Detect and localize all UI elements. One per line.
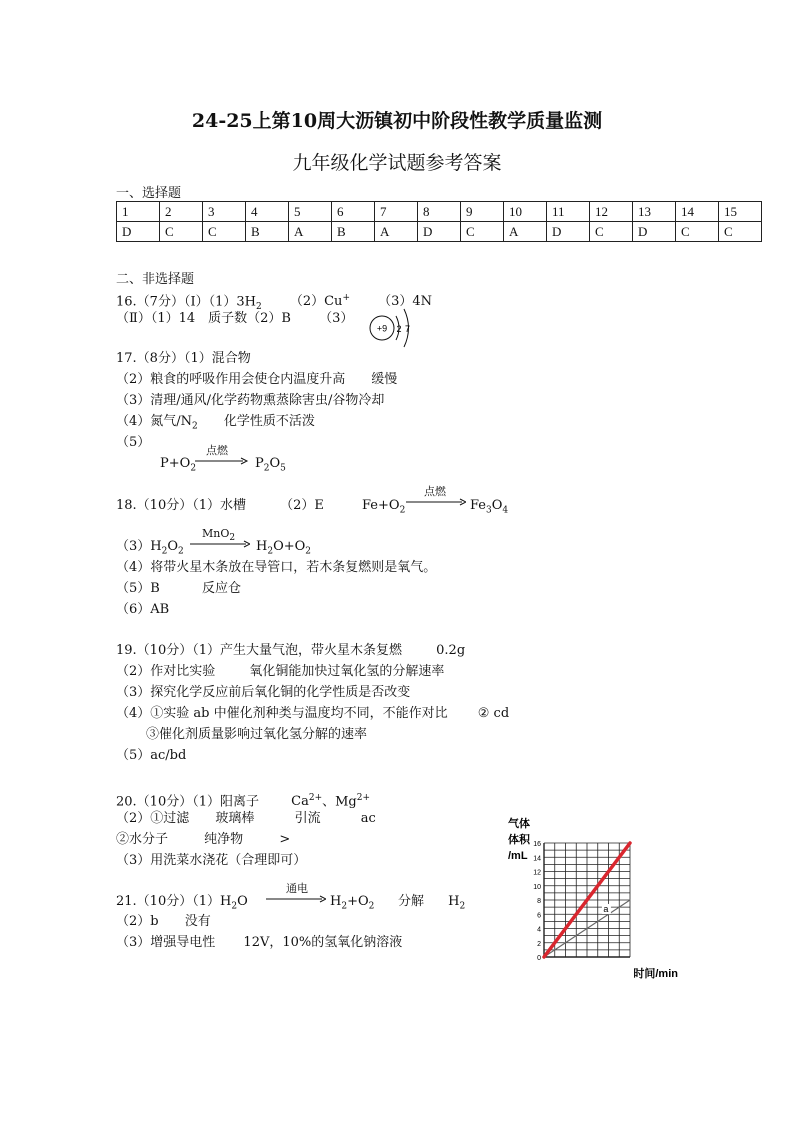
q17-eq-right-p: P	[255, 456, 264, 471]
q18-line2-sub1: 2	[161, 546, 168, 557]
q21-line3	[116, 935, 402, 951]
q18-line2-sub2: 2	[178, 546, 184, 557]
q20-ion-ca-sup: 2+	[308, 793, 323, 803]
table-cell-number: 9	[461, 202, 504, 222]
answer-table	[116, 201, 762, 242]
y-tick-label: 2	[537, 940, 541, 948]
q21-line2	[116, 914, 211, 930]
q17-eq-right-sub2: 5	[280, 463, 286, 474]
chart-y-ticks	[533, 841, 541, 962]
y-tick-label: 4	[537, 926, 541, 934]
q17-line4	[116, 414, 315, 435]
table-cell-number: 7	[375, 202, 418, 222]
q16-line2	[116, 311, 353, 327]
q20-line2-d: ac	[360, 811, 376, 826]
q18-eq2-right-sub2: 2	[305, 546, 312, 557]
table-cell-number: 10	[504, 202, 547, 222]
q18-eq1-condition: 点燃	[424, 485, 446, 498]
q18-eq1-right-fe: Fe	[470, 498, 487, 513]
q20-line2	[116, 811, 376, 827]
q19-line2	[116, 664, 444, 680]
q17-equation-left	[160, 456, 196, 477]
q17-line4-a: （4）氮气/N	[116, 414, 193, 429]
q18-line1	[116, 498, 324, 514]
q17-equation-right	[255, 456, 286, 477]
q20-line2-c: 引流	[294, 811, 321, 826]
q21-line3-a: （3）增强导电性	[116, 935, 216, 950]
gas-volume-chart	[502, 812, 692, 984]
q21-eq-condition: 通电	[286, 882, 308, 895]
q19-line4	[116, 706, 509, 722]
table-cell-number: 13	[633, 202, 676, 222]
q18-line4-b: 反应仓	[201, 581, 241, 596]
q21-line1-tail	[398, 894, 465, 915]
q20-line3-b: 纯净物	[204, 832, 244, 847]
table-cell-answer: B	[246, 222, 289, 242]
table-cell-number: 8	[418, 202, 461, 222]
q21-line1-sub: 2	[231, 901, 238, 912]
table-cell-number: 4	[246, 202, 289, 222]
q18-eq1-right-sub2: 4	[502, 505, 509, 516]
table-cell-answer: C	[719, 222, 762, 242]
q17-line1: 17.（8分）（1）混合物	[116, 351, 251, 366]
q16-part2: （2）Cu	[289, 294, 343, 310]
q16-part3: （3）4N	[378, 294, 433, 310]
table-cell-answer: D	[547, 222, 590, 242]
q18-eq1-left	[362, 498, 405, 519]
q21-reaction-arrow-icon	[266, 895, 326, 903]
q20-line1	[116, 790, 370, 810]
q19-line6: （5）ac/bd	[116, 748, 187, 763]
table-row-numbers	[117, 202, 762, 222]
q20-line2-b: 玻璃棒	[215, 811, 255, 826]
table-cell-number: 11	[547, 202, 590, 222]
table-cell-answer: A	[504, 222, 547, 242]
q20-line2-a: （2）①过滤	[116, 811, 190, 826]
q21-line1-b: 分解	[398, 894, 425, 909]
q18-line4-a: （5）B	[116, 581, 160, 596]
q21-line3-b: 12V，10%的氢氧化钠溶液	[243, 935, 403, 950]
table-cell-answer: B	[332, 222, 375, 242]
q18-eq2-right	[256, 539, 311, 560]
table-cell-number: 14	[676, 202, 719, 222]
q20-ion-ca: Ca	[291, 794, 309, 810]
q17-line4-sub: 2	[192, 421, 198, 432]
q18-line2-h: （3）H	[116, 539, 162, 554]
q16-text: 16.（7分）（Ⅰ）（1）3H	[116, 294, 256, 310]
table-cell-answer: D	[418, 222, 461, 242]
table-cell-number: 1	[117, 202, 160, 222]
q20-line1-a: 20.（10分）（1）阳离子	[116, 794, 259, 810]
q19-line1	[116, 643, 465, 659]
q16-part2-sup: +	[342, 293, 350, 303]
q16-sub: 2	[255, 301, 262, 312]
page-title: 24-25上第10周大沥镇初中阶段性教学质量监测	[191, 110, 603, 132]
q18-eq1-arrow-icon	[406, 498, 466, 506]
series-label: a	[603, 903, 609, 914]
q21-line1	[116, 894, 248, 915]
section-heading-nonchoice: 二、非选择题	[116, 272, 195, 287]
q21-line1-c: H	[448, 894, 460, 909]
chart-ylabel-line3: /mL	[508, 850, 528, 862]
q21-eq-right-o: +O	[347, 894, 369, 909]
q19-line1-b: 0.2g	[436, 643, 466, 658]
chart-ylabel-line1: 气体	[508, 818, 530, 830]
q17-eq-left-sub: 2	[190, 463, 197, 474]
q18-eq1-right-o: O	[491, 498, 503, 513]
y-tick-label: 14	[533, 855, 541, 863]
table-cell-answer: A	[289, 222, 332, 242]
table-cell-number: 2	[160, 202, 203, 222]
q17-line5: （5）	[116, 435, 151, 450]
q17-line4-b: 化学性质不活泼	[223, 414, 315, 429]
q19-line4-b: ② cd	[477, 706, 510, 721]
table-cell-number: 6	[332, 202, 375, 222]
q19-line3: （3）探究化学反应前后氧化铜的化学性质是否改变	[116, 685, 411, 700]
q21-line1-o: O	[237, 894, 248, 909]
q16-line2-text: （Ⅱ）（1）14 质子数（2）B	[116, 311, 291, 326]
y-tick-label: 0	[537, 955, 541, 962]
q20-line3-c: >	[279, 832, 291, 847]
q21-eq-right	[330, 894, 374, 915]
q19-line4-a: （4）①实验 ab 中催化剂种类与温度均不同，不能作对比	[116, 706, 448, 721]
atom-shell2-electrons: 7	[405, 324, 411, 334]
q18-line2	[116, 539, 184, 560]
q18-line4	[116, 581, 241, 597]
q18-line3: （4）将带火星木条放在导管口，若木条复燃则是氧气。	[116, 560, 437, 575]
q20-ion-mg-sup: 2+	[356, 793, 371, 803]
q20-ion-mg: 、Mg	[322, 794, 357, 810]
table-cell-answer: D	[117, 222, 160, 242]
q19-line1-a: 19.（10分）（1）产生大量气泡，带火星木条复燃	[116, 643, 402, 658]
q19-line2-b: 氧化铜能加快过氧化氢的分解速率	[249, 664, 445, 679]
q18-eq1-right-sub1: 3	[486, 505, 492, 516]
q21-eq-right-sub1: 2	[341, 901, 348, 912]
table-row-answers	[117, 222, 762, 242]
table-cell-answer: C	[590, 222, 633, 242]
q21-line2-b: 没有	[184, 914, 211, 929]
table-cell-answer: C	[676, 222, 719, 242]
chart-ylabel-line2: 体积	[508, 834, 530, 846]
y-tick-label: 16	[533, 841, 541, 848]
q17-eq-right-sub1: 2	[263, 463, 270, 474]
q18-line1-text: 18.（10分）（1）水槽	[116, 498, 246, 513]
q21-line1-a: 21.（10分）（1）H	[116, 894, 232, 909]
table-cell-answer: C	[160, 222, 203, 242]
q21-line1-c-sub: 2	[459, 901, 466, 912]
table-cell-number: 15	[719, 202, 762, 222]
q20-line4: （3）用洗菜水浇花（合理即可）	[116, 853, 307, 868]
q17-eq-left-text: P+O	[160, 456, 191, 471]
table-cell-number: 3	[203, 202, 246, 222]
y-tick-label: 6	[537, 912, 541, 920]
chart-xlabel: 时间/min	[633, 968, 678, 980]
q18-line5: （6）AB	[116, 602, 170, 617]
q18-eq1-left-sub: 2	[399, 505, 406, 516]
y-tick-label: 10	[533, 883, 541, 891]
table-cell-number: 12	[590, 202, 633, 222]
table-cell-number: 5	[289, 202, 332, 222]
table-cell-answer: C	[203, 222, 246, 242]
q18-eq2-right-h: H	[256, 539, 268, 554]
table-cell-answer: D	[633, 222, 676, 242]
q17-line3: （3）清理/通风/化学药物熏蒸除害虫/谷物冷却	[116, 393, 385, 408]
q21-eq-right-h: H	[330, 894, 342, 909]
q18-eq2-arrow-icon	[190, 540, 250, 548]
q21-line2-a: （2）b	[116, 914, 159, 929]
q18-eq2-right-o: O+O	[273, 539, 306, 554]
q18-part2: （2）E	[280, 498, 324, 513]
q17-equation-condition: 点燃	[206, 444, 228, 457]
q18-eq2-cond-sub: 2	[229, 533, 236, 544]
q19-line5: ③催化剂质量影响过氧化氢分解的速率	[146, 727, 368, 742]
page-subtitle: 九年级化学试题参考答案	[292, 152, 502, 174]
q20-line3	[116, 832, 290, 848]
atom-structure-diagram	[364, 302, 414, 354]
section-heading-choice: 一、选择题	[116, 186, 182, 201]
atom-shell1-electrons: 2	[396, 324, 402, 334]
q18-line2-o: O	[167, 539, 179, 554]
q17-reaction-arrow-icon	[195, 457, 249, 465]
atom-nucleus-label: +9	[376, 323, 388, 334]
y-tick-label: 8	[537, 898, 541, 905]
q18-eq2-right-sub1: 2	[267, 546, 274, 557]
y-tick-label: 12	[533, 869, 541, 877]
q18-eq1-right	[470, 498, 508, 519]
table-cell-answer: C	[461, 222, 504, 242]
q21-eq-right-sub2: 2	[368, 901, 375, 912]
q20-line3-a: ②水分子	[116, 832, 169, 847]
q18-eq2-cond-text: MnO	[202, 527, 230, 540]
table-cell-answer: A	[375, 222, 418, 242]
q17-eq-right-o: O	[269, 456, 281, 471]
q19-line2-a: （2）作对比实验	[116, 664, 216, 679]
q18-eq1-left-text: Fe+O	[362, 498, 400, 513]
q17-line2: （2）粮食的呼吸作用会使仓内温度升高 缓慢	[116, 372, 398, 387]
q16-part4: （3）	[319, 311, 354, 326]
